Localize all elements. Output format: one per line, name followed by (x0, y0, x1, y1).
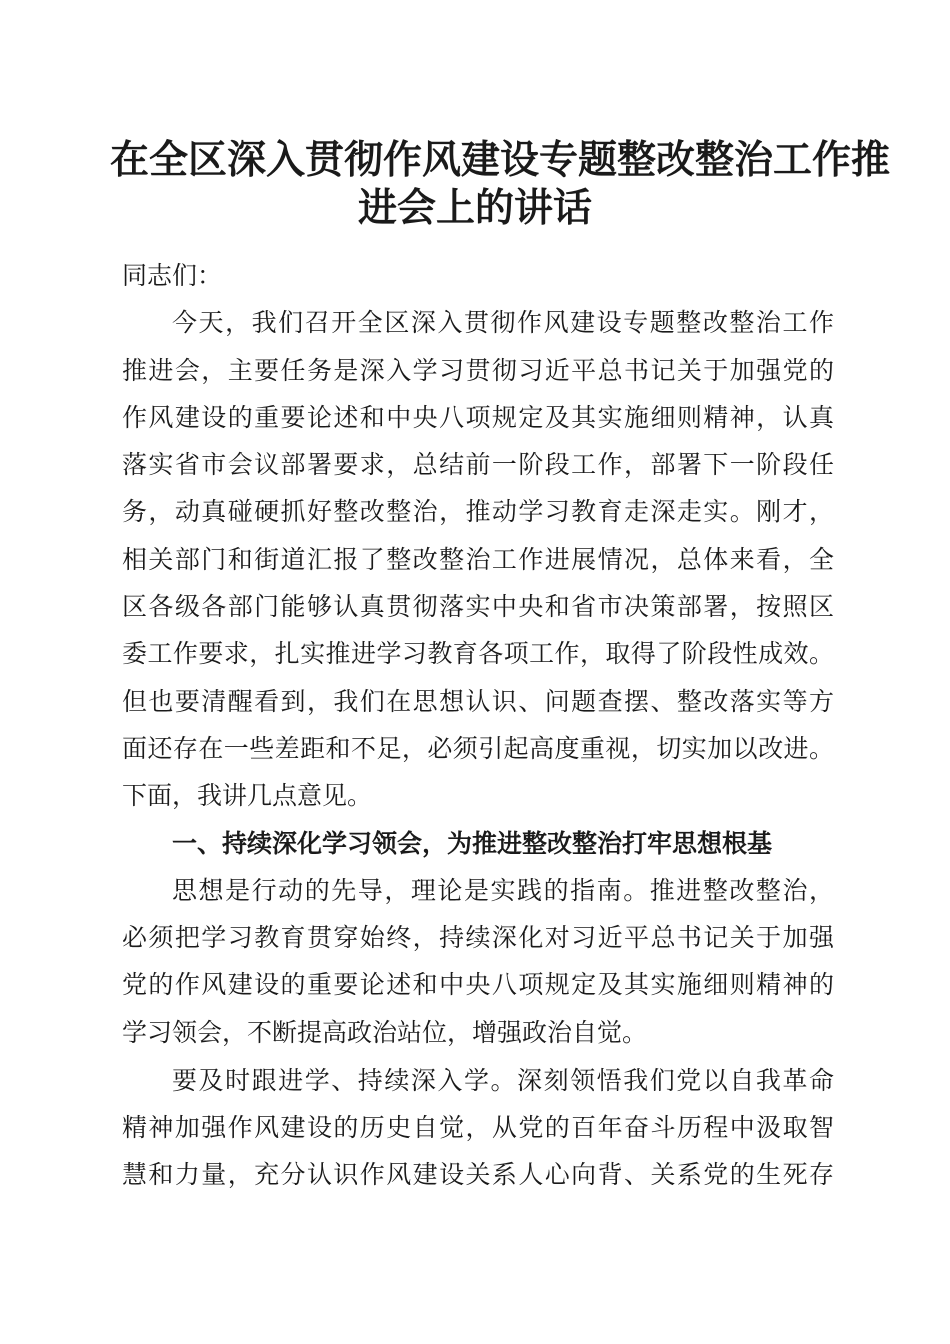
document-body (122, 252, 834, 1198)
paragraph-line: 要及时跟进学、持续深入学。深刻领悟我们党以自我革命 (172, 1065, 834, 1095)
section-heading-1: 一、持续深化学习领会，为推进整改整治打牢思想根基 (172, 828, 773, 858)
paragraph-3 (122, 1057, 834, 1199)
paragraph-line: 委工作要求，扎实推进学习教育各项工作，取得了阶段性成效。 (122, 639, 834, 669)
paragraph-line: 务，动真碰硬抓好整改整治，推动学习教育走深走实。刚才， (122, 497, 834, 527)
paragraph-line: 慧和力量，充分认识作风建设关系人心向背、关系党的生死存 (122, 1160, 834, 1190)
paragraph-line: 但也要清醒看到，我们在思想认识、问题查摆、整改落实等方 (122, 686, 834, 716)
paragraph-line: 必须把学习教育贯穿始终，持续深化对习近平总书记关于加强 (122, 923, 834, 953)
paragraph-line: 下面，我讲几点意见。 (122, 781, 373, 811)
paragraph-line: 今天，我们召开全区深入贯彻作风建设专题整改整治工作 (172, 308, 834, 338)
paragraph-line: 作风建设的重要论述和中央八项规定及其实施细则精神，认真 (122, 402, 834, 432)
paragraph-line: 党的作风建设的重要论述和中央八项规定及其实施细则精神的 (122, 970, 834, 1000)
salutation: 同志们： (122, 261, 223, 290)
paragraph-1 (122, 299, 834, 819)
paragraph-2 (122, 867, 834, 1056)
paragraph-line: 思想是行动的先导，理论是实践的指南。推进整改整治， (172, 875, 834, 905)
title-line-2: 进会上的讲话 (357, 185, 592, 231)
document-title (110, 136, 891, 232)
paragraph-line: 学习领会，不断提高政治站位，增强政治自觉。 (122, 1017, 648, 1047)
paragraph-line: 相关部门和街道汇报了整改整治工作进展情况，总体来看，全 (122, 544, 834, 574)
paragraph-line: 精神加强作风建设的历史自觉，从党的百年奋斗历程中汲取智 (122, 1112, 834, 1142)
paragraph-line: 落实省市会议部署要求，总结前一阶段工作，部署下一阶段任 (122, 450, 834, 480)
title-line-1: 在全区深入贯彻作风建设专题整改整治工作推 (110, 137, 891, 183)
paragraph-line: 区各级各部门能够认真贯彻落实中央和省市决策部署，按照区 (122, 592, 834, 622)
paragraph-line: 推进会，主要任务是深入学习贯彻习近平总书记关于加强党的 (122, 355, 834, 385)
paragraph-line: 面还存在一些差距和不足，必须引起高度重视，切实加以改进。 (122, 733, 834, 763)
